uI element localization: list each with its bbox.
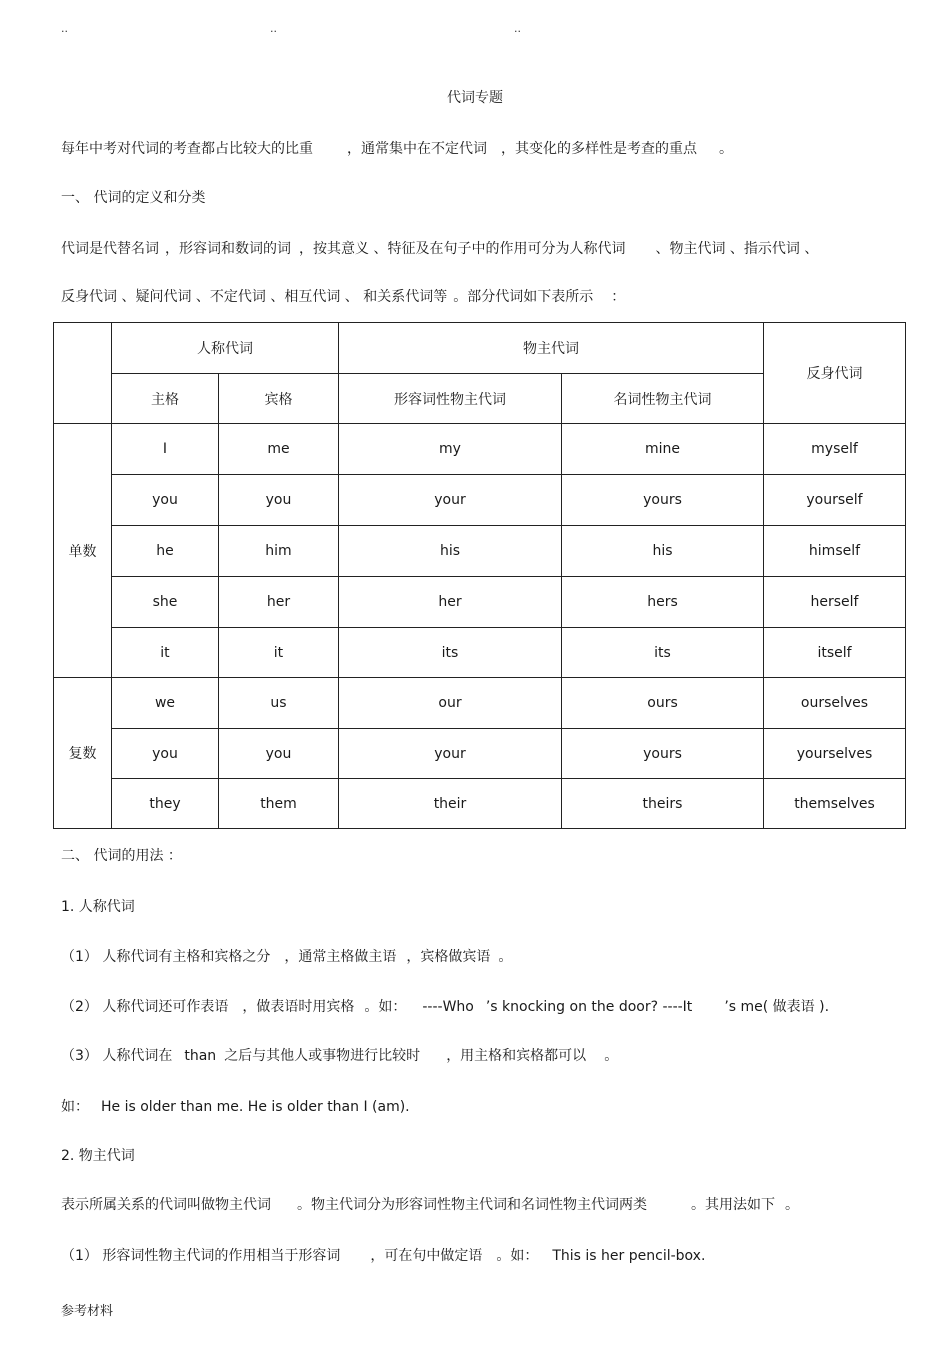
para1-line2-text-2: 。部分代词如下表所示 xyxy=(453,289,594,305)
table-cell: them xyxy=(219,779,339,829)
item1-text-1: （1） 人称代词有主格和宾格之分 xyxy=(61,949,271,965)
example-text: He is older than me. He is older than I (am). xyxy=(101,1099,410,1115)
item2-text-2: ，做表语时用宾格 xyxy=(242,999,355,1015)
usage-example xyxy=(61,1096,410,1116)
item4-text-2: ，可在句中做定语 xyxy=(370,1248,483,1264)
table-cell: it xyxy=(112,628,219,678)
table-cell: yourselves xyxy=(764,729,906,779)
item2-text-1: （2） 人称代词还可作表语 xyxy=(61,999,229,1015)
section1-heading: 一、 代词的定义和分类 xyxy=(61,190,206,206)
example-label: 如： xyxy=(61,1099,89,1115)
table-cell: me xyxy=(219,424,339,475)
table-cell: they xyxy=(112,779,219,829)
table-cell: its xyxy=(562,628,764,678)
subheading-possessive: 2. 物主代词 xyxy=(61,1148,135,1164)
item3-text-1: （3） 人称代词在 xyxy=(61,1048,173,1064)
item4-text-1: （1） 形容词性物主代词的作用相当于形容词 xyxy=(61,1248,341,1264)
table-row xyxy=(54,628,906,678)
table-row xyxy=(54,424,906,475)
table-cell: you xyxy=(219,475,339,526)
para2 xyxy=(61,1194,799,1214)
item3-text-3: 之后与其他人或事物进行比较时 xyxy=(224,1048,421,1064)
item3-text-2: than xyxy=(184,1048,217,1064)
table-cell: it xyxy=(219,628,339,678)
table-cell: ours xyxy=(562,678,764,729)
item3-text-5: 。 xyxy=(604,1048,619,1064)
table-cell: yourself xyxy=(764,475,906,526)
intro-text-3: ，其变化的多样性是考查的重点 xyxy=(501,141,697,157)
section2-heading: 二、 代词的用法 ： xyxy=(61,848,182,864)
table-cell: myself xyxy=(764,424,906,475)
para1-line2 xyxy=(61,286,625,306)
header-nominal: 名词性物主代词 xyxy=(562,374,764,424)
table-row xyxy=(54,779,906,829)
plural-label: 复数 xyxy=(54,678,112,829)
para2-text-2: 。物主代词分为形容词性物主代词和名词性物主代词两类 xyxy=(297,1197,647,1213)
table-cell: themselves xyxy=(764,779,906,829)
table-cell: their xyxy=(339,779,562,829)
table-cell: you xyxy=(219,729,339,779)
footer-label: 参考材料 xyxy=(61,1304,114,1319)
table-cell: yours xyxy=(562,729,764,779)
table-cell: us xyxy=(219,678,339,729)
table-row xyxy=(54,577,906,628)
header-subject: 主格 xyxy=(112,374,219,424)
para1-line1 xyxy=(61,238,818,258)
header-dots-center: .. xyxy=(270,22,277,35)
table-cell: your xyxy=(339,475,562,526)
table-cell: we xyxy=(112,678,219,729)
para1-line2-text-1: 反身代词 、疑问代词 、不定代词 、相互代词 、 和关系代词等 xyxy=(61,289,448,305)
item2-text-4: ----Who xyxy=(422,999,474,1015)
para2-text-3: 。其用法如下 xyxy=(691,1197,775,1213)
table-cell: yours xyxy=(562,475,764,526)
table-cell: himself xyxy=(764,526,906,577)
intro-paragraph xyxy=(61,138,733,158)
table-cell: my xyxy=(339,424,562,475)
table-cell: I xyxy=(112,424,219,475)
table-row xyxy=(54,678,906,729)
singular-label: 单数 xyxy=(54,424,112,678)
item2-text-5: ’s knocking on the door? ----It xyxy=(485,999,693,1015)
usage-item-3 xyxy=(61,1045,618,1065)
table-cell: hers xyxy=(562,577,764,628)
para2-text-4: 。 xyxy=(785,1197,799,1213)
table-row xyxy=(54,475,906,526)
table-cell: mine xyxy=(562,424,764,475)
item2-text-3: 。如： xyxy=(364,999,407,1015)
table-cell: she xyxy=(112,577,219,628)
table-cell: its xyxy=(339,628,562,678)
para2-text-1: 表示所属关系的代词叫做物主代词 xyxy=(61,1197,271,1213)
para1-text-1: 代词是代替名词 xyxy=(61,241,159,257)
table-cell: her xyxy=(219,577,339,628)
header-object: 宾格 xyxy=(219,374,339,424)
table-cell: her xyxy=(339,577,562,628)
pronoun-table xyxy=(53,322,906,829)
usage-item-4 xyxy=(61,1245,705,1265)
item1-text-3: ，宾格做宾语 xyxy=(406,949,491,965)
table-cell: ourselves xyxy=(764,678,906,729)
table-cell: our xyxy=(339,678,562,729)
table-cell: you xyxy=(112,475,219,526)
item4-text-4: This is her pencil-box. xyxy=(552,1248,706,1264)
table-row xyxy=(54,526,906,577)
table-cell: he xyxy=(112,526,219,577)
table-cell: herself xyxy=(764,577,906,628)
item1-text-4: 。 xyxy=(498,949,513,965)
table-corner-cell xyxy=(54,323,112,424)
para1-text-3: ，按其意义 、特征及在句子中的作用可分为人称代词 xyxy=(299,241,626,257)
subheading-personal: 1. 人称代词 xyxy=(61,899,135,915)
header-possessive: 物主代词 xyxy=(339,323,764,374)
usage-item-2 xyxy=(61,996,829,1016)
para1-text-2: ，形容词和数词的词 xyxy=(165,241,291,257)
table-row xyxy=(54,729,906,779)
header-reflexive: 反身代词 xyxy=(764,323,906,424)
para1-text-4: 、物主代词 、指示代词 、 xyxy=(655,241,819,257)
header-adjectival: 形容词性物主代词 xyxy=(339,374,562,424)
para1-line2-text-3: ： xyxy=(611,289,626,305)
intro-text-2: ，通常集中在不定代词 xyxy=(347,141,487,157)
usage-item-1 xyxy=(61,946,512,966)
table-cell: your xyxy=(339,729,562,779)
header-dots-left: .. xyxy=(61,22,68,35)
item1-text-2: ，通常主格做主语 xyxy=(284,949,397,965)
intro-text-1: 每年中考对代词的考查都占比较大的比重 xyxy=(61,141,313,157)
table-cell: itself xyxy=(764,628,906,678)
item3-text-4: ，用主格和宾格都可以 xyxy=(446,1048,587,1064)
header-personal: 人称代词 xyxy=(112,323,339,374)
intro-text-4: 。 xyxy=(719,141,733,157)
table-cell: theirs xyxy=(562,779,764,829)
item4-text-3: 。如： xyxy=(496,1248,539,1264)
table-cell: you xyxy=(112,729,219,779)
table-cell: his xyxy=(339,526,562,577)
item2-text-6: ’s me( 做表语 ). xyxy=(724,999,830,1015)
table-cell: his xyxy=(562,526,764,577)
document-title: 代词专题 xyxy=(447,90,503,106)
table-cell: him xyxy=(219,526,339,577)
header-dots-right: .. xyxy=(514,22,521,35)
